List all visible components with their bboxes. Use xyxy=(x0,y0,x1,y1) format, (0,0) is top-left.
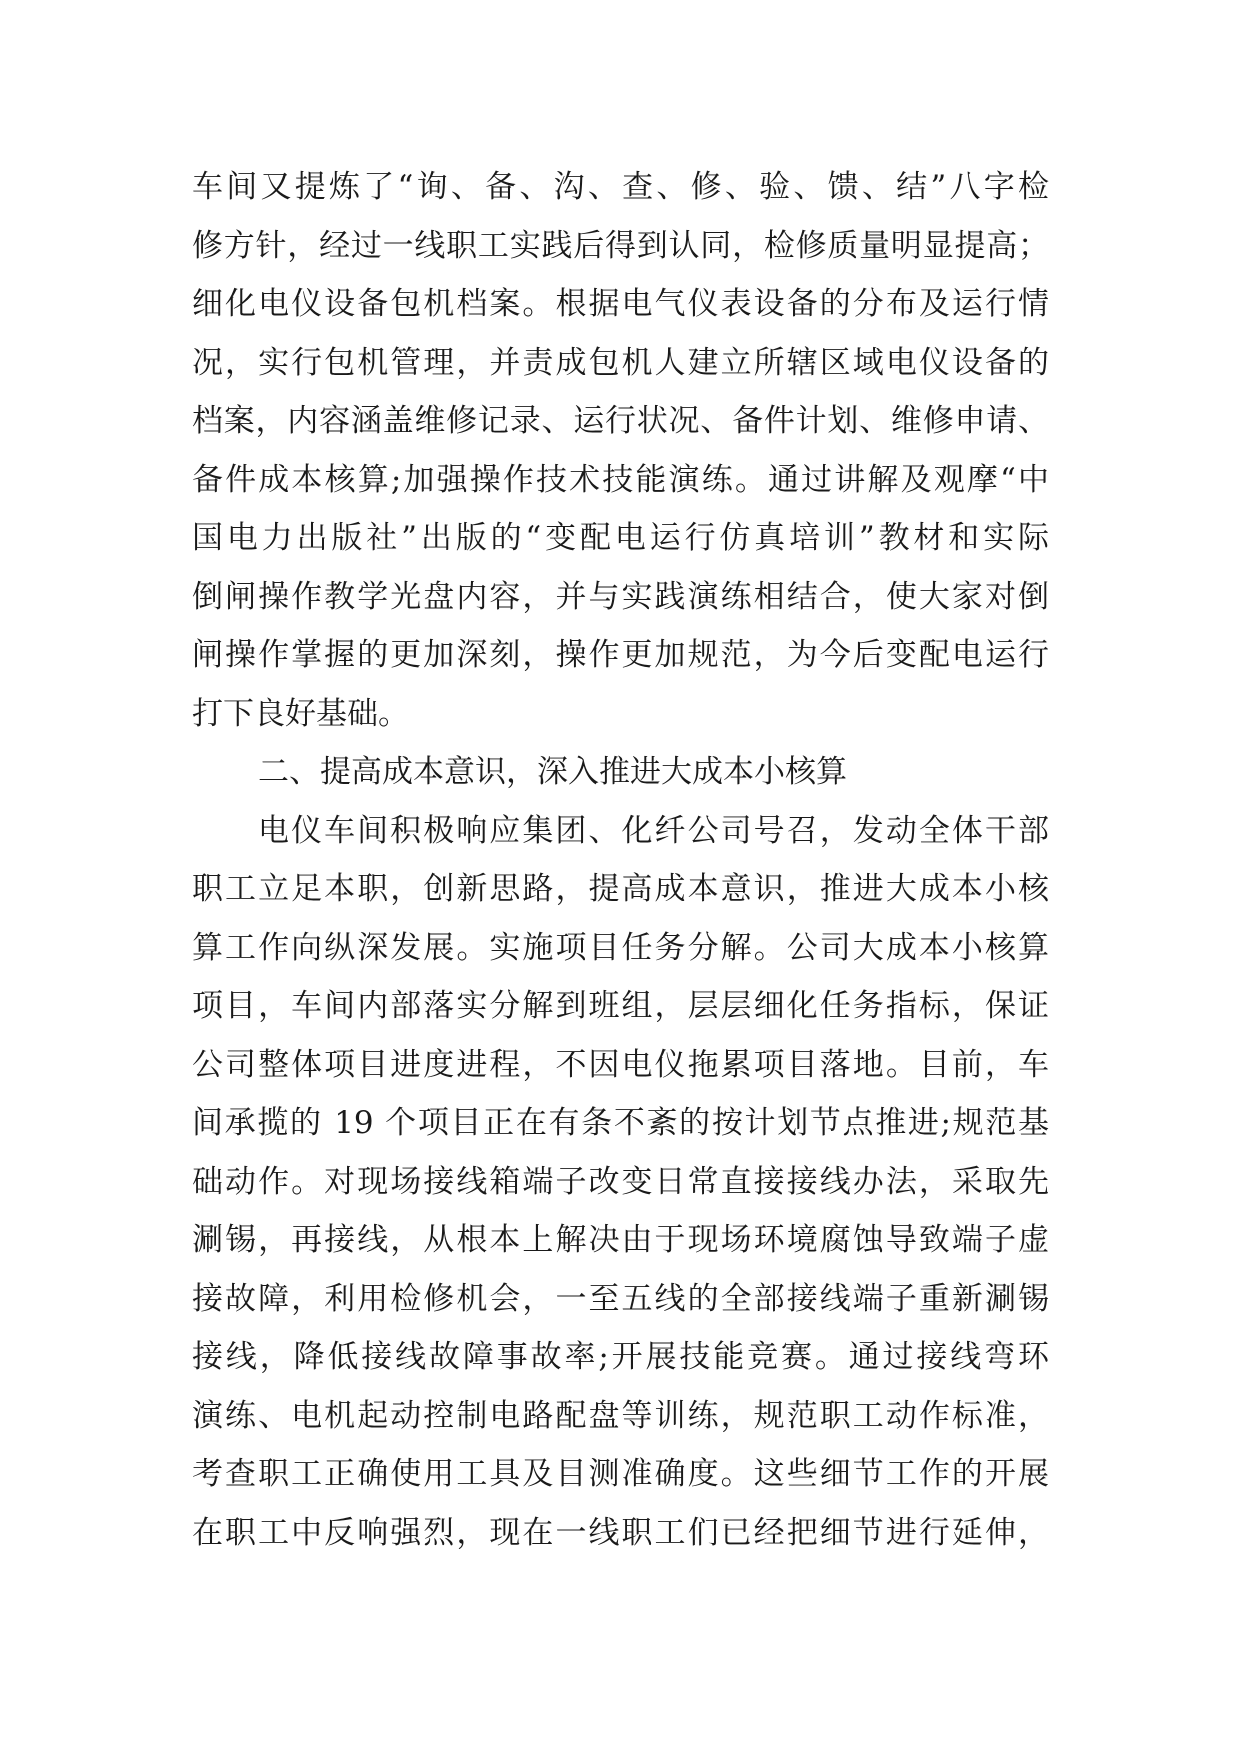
text-line: 备件成本核算;加强操作技术技能演练。通过讲解及观摩“中 xyxy=(192,461,1049,498)
text-line: 职工立足本职，创新思路，提高成本意识，推进大成本小核 xyxy=(192,871,1049,907)
text-line: 公司整体项目进度进程，不因电仪拖累项目落地。目前，车 xyxy=(192,1046,1049,1083)
text-line: 考查职工正确使用工具及目测准确度。这些细节工作的开展 xyxy=(192,1456,1049,1492)
text-line: 演练、电机起动控制电路配盘等训练，规范职工动作标准， xyxy=(192,1397,1049,1434)
text-line: 修方针，经过一线职工实践后得到认同，检修质量明显提高； xyxy=(192,227,1049,264)
paragraph-first-line: 电仪车间积极响应集团、化纤公司号召，发动全体干部 xyxy=(258,812,1049,849)
text-line: 算工作向纵深发展。实施项目任务分解。公司大成本小核算 xyxy=(192,929,1049,966)
section-heading: 二、提高成本意识，深入推进大成本小核算 xyxy=(258,754,847,790)
text-line: 接线，降低接线故障事故率;开展技能竞赛。通过接线弯环 xyxy=(192,1339,1049,1375)
text-line: 倒闸操作教学光盘内容，并与实践演练相结合，使大家对倒 xyxy=(192,578,1049,615)
text-line: 间承揽的 19 个项目正在有条不紊的按计划节点推进;规范基 xyxy=(192,1105,1049,1141)
text-line: 车间又提炼了“询、备、沟、查、修、验、馈、结”八字检 xyxy=(192,169,1049,205)
text-line: 础动作。对现场接线箱端子改变日常直接接线办法，采取先 xyxy=(192,1163,1049,1200)
text-line: 国电力出版社”出版的“变配电运行仿真培训”教材和实际 xyxy=(192,520,1049,556)
text-line: 闸操作掌握的更加深刻，操作更加规范，为今后变配电运行 xyxy=(192,637,1049,673)
body-text xyxy=(192,158,1049,1562)
text-line: 况，实行包机管理，并责成包机人建立所辖区域电仪设备的 xyxy=(192,344,1049,381)
text-line: 档案，内容涵盖维修记录、运行状况、备件计划、维修申请、 xyxy=(192,403,1049,439)
text-line: 细化电仪设备包机档案。根据电气仪表设备的分布及运行情 xyxy=(192,286,1049,322)
text-line: 项目，车间内部落实分解到班组，层层细化任务指标，保证 xyxy=(192,988,1049,1024)
text-line: 打下良好基础。 xyxy=(192,695,409,732)
text-line: 涮锡，再接线，从根本上解决由于现场环境腐蚀导致端子虚 xyxy=(192,1222,1049,1258)
text-line: 接故障，利用检修机会，一至五线的全部接线端子重新涮锡 xyxy=(192,1280,1049,1317)
text-line: 在职工中反响强烈，现在一线职工们已经把细节进行延伸， xyxy=(192,1514,1049,1551)
